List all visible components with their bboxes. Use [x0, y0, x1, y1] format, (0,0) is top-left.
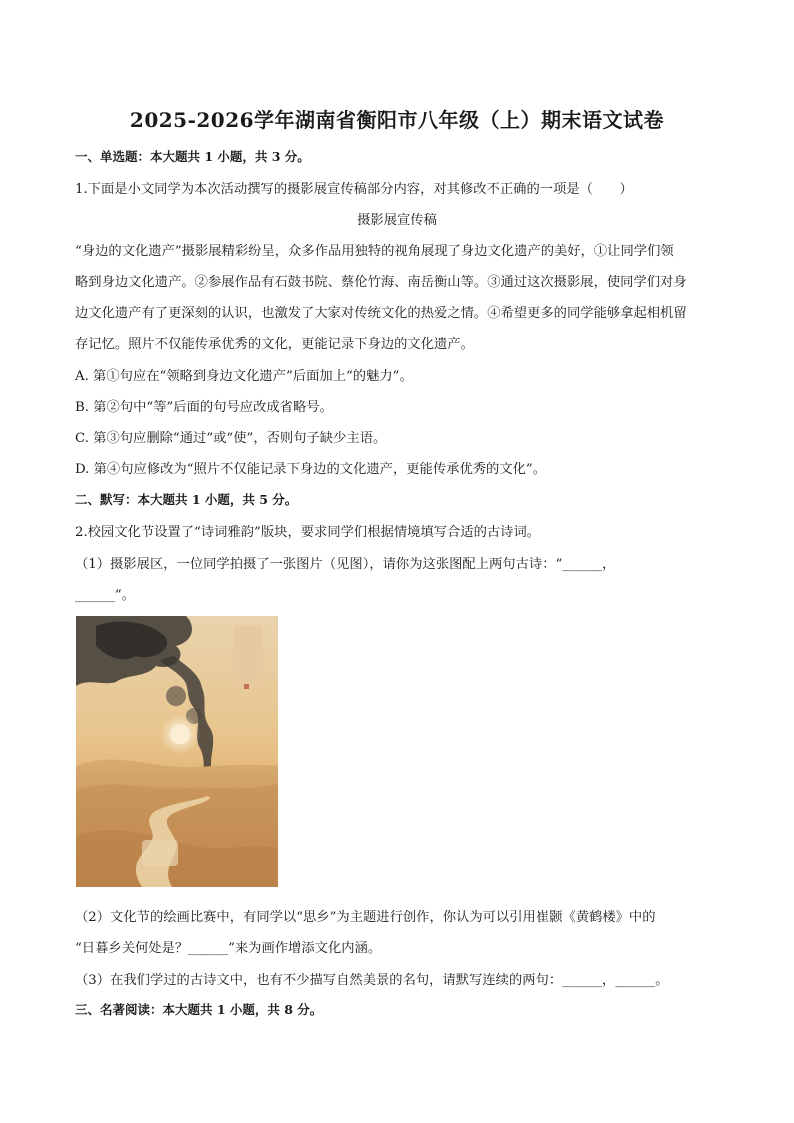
- q2-sub1: （1）摄影展区，一位同学拍摄了一张图片（见图），请你为这张图配上两句古诗：“______，: [75, 557, 616, 572]
- option-b: B. 第②句中“等”后面的句号应改成省略号。: [75, 400, 333, 415]
- q2-sub3: （3）在我们学过的古诗文中，也有不少描写自然美景的名句，请默写连续的两句：______，______。: [75, 973, 669, 988]
- q2-sub2-cont: “日暮乡关何处是？______”来为画作增添文化内涵。: [75, 941, 382, 956]
- passage-line: 存记忆。照片不仅能传承优秀的文化，更能记录下身边的文化遗产。: [75, 337, 474, 352]
- q2-sub1-cont: ______”。: [75, 588, 135, 603]
- q2-stem: 2.校园文化节设置了“诗词雅韵”版块，要求同学们根据情境填写合适的古诗词。: [75, 525, 541, 540]
- option-d: D. 第④句应修改为“照片不仅能记录下身边的文化遗产，更能传承优秀的文化”。: [75, 462, 547, 477]
- option-c: C. 第③句应删除“通过”或“使”，否则句子缺少主语。: [75, 431, 387, 446]
- q2-sub2: （2）文化节的绘画比赛中，有同学以“思乡”为主题进行创作，你认为可以引用崔颢《黄鹤楼》中的: [75, 910, 656, 925]
- section-1-heading: 一、单选题：本大题共 1 小题，共 3 分。: [75, 149, 310, 164]
- desert-photo-illustration: [76, 616, 278, 887]
- desert-photo: [76, 616, 278, 887]
- passage-line: 略到身边文化遗产。②参展作品有石鼓书院、蔡伦竹海、南岳衡山等。③通过这次摄影展，使同学们对身: [75, 275, 687, 290]
- passage-line: 边文化遗产有了更深刻的认识，也激发了大家对传统文化的热爱之情。④希望更多的同学能够拿起相机留: [75, 306, 687, 321]
- exam-title: 2025-2026学年湖南省衡阳市八年级（上）期末语文试卷: [129, 108, 665, 132]
- section-2-heading: 二、默写：本大题共 1 小题，共 5 分。: [75, 492, 298, 507]
- section-3-heading: 三、名著阅读：本大题共 1 小题，共 8 分。: [75, 1002, 323, 1017]
- option-a: A. 第①句应在“领略到身边文化遗产”后面加上“的魅力”。: [75, 369, 413, 384]
- q1-stem: 1.下面是小文同学为本次活动撰写的摄影展宣传稿部分内容，对其修改不正确的一项是（ ）: [75, 182, 633, 197]
- passage-line: “身边的文化遗产”摄影展精彩纷呈，众多作品用独特的视角展现了身边文化遗产的美好，①让同学们领: [75, 244, 674, 259]
- passage-title: 摄影展宣传稿: [357, 213, 437, 228]
